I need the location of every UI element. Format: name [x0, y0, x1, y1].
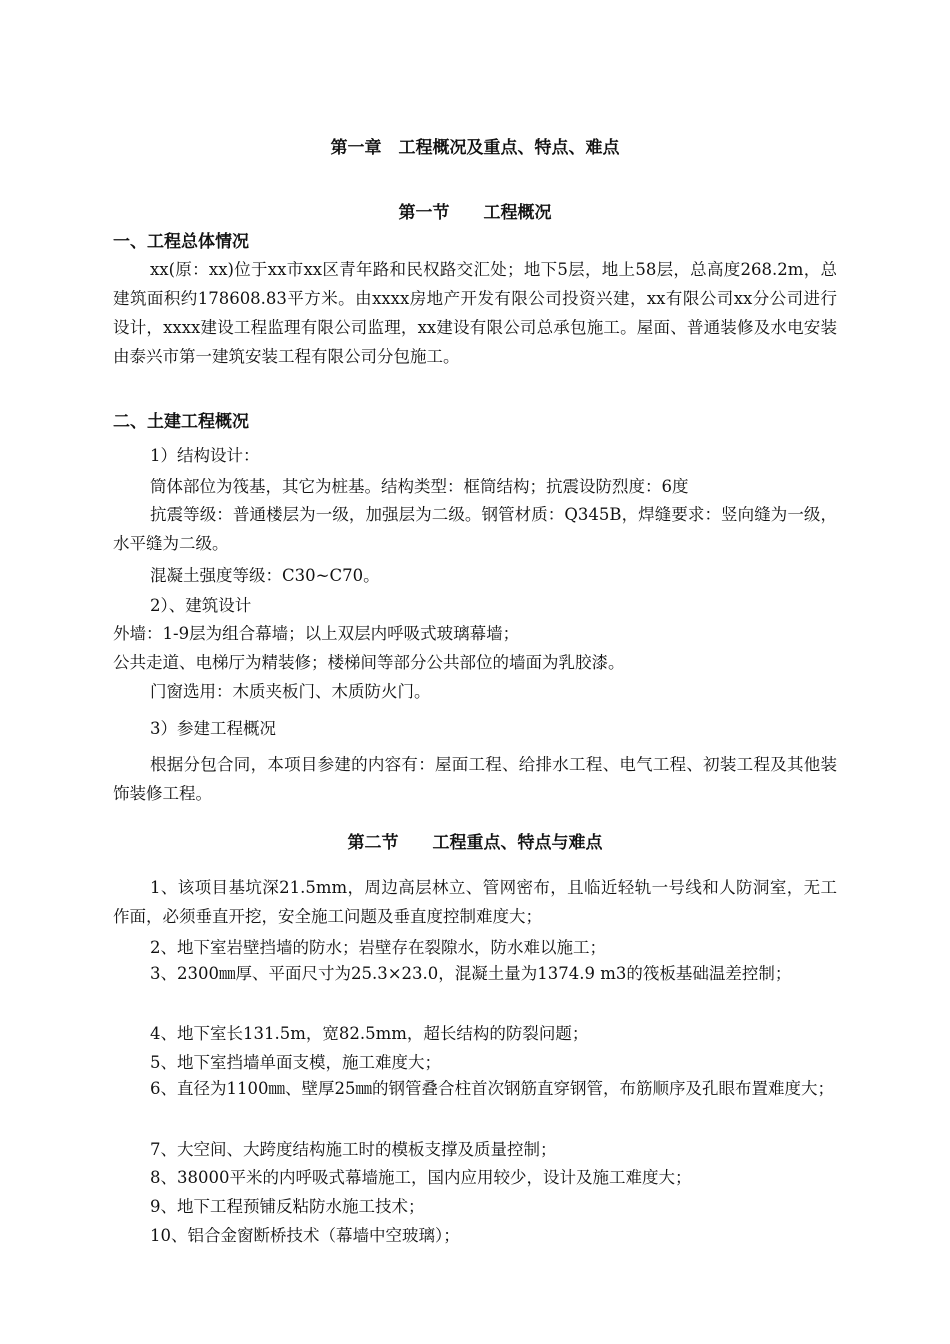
architecture-line-exterior: 外墙：1-9层为组合幕墙；以上双层内呼吸式玻璃幕墙； [113, 624, 520, 643]
chapter-title: 第一章 工程概况及重点、特点、难点 [330, 138, 620, 158]
point-item: 4、地下室长131.5m，宽82.5mm，超长结构的防裂问题； [150, 1024, 589, 1043]
section2-title: 第二节 工程重点、特点与难点 [347, 833, 603, 853]
structure-line-foundation: 筒体部位为筏基，其它为桩基。结构类型：框筒结构；抗震设防烈度：6度 [150, 477, 689, 496]
point-item: 5、地下室挡墙单面支模，施工难度大； [150, 1053, 441, 1072]
architecture-line-public: 公共走道、电梯厅为精装修；楼梯间等部分公共部位的墙面为乳胶漆。 [113, 653, 625, 672]
structure-line-concrete: 混凝土强度等级：C30~C70。 [150, 566, 380, 585]
architecture-label: 2）、建筑设计 [150, 596, 252, 615]
point-item: 7、大空间、大跨度结构施工时的模板支撑及质量控制； [150, 1140, 557, 1159]
section1-title: 第一节 工程概况 [398, 203, 552, 223]
partial-works-paragraph: 根据分包合同，本项目参建的内容有：屋面工程、给排水工程、电气工程、初装工程及其他装饰装修工程。 [113, 755, 837, 803]
heading-civil: 二、土建工程概况 [113, 412, 249, 432]
point-item: 10、铝合金窗断桥技术（幕墙中空玻璃）； [150, 1226, 460, 1245]
point-item: 9、地下工程预铺反粘防水施工技术； [150, 1197, 425, 1216]
point-item: 2、地下室岩壁挡墙的防水；岩壁存在裂隙水，防水难以施工； [150, 938, 606, 957]
point-item: 8、38000平米的内呼吸式幕墙施工，国内应用较少，设计及施工难度大； [150, 1168, 692, 1187]
structure-paragraph-seismic: 抗震等级：普通楼层为一级，加强层为二级。钢管材质：Q345B，焊缝要求：竖向缝为一级，水平缝为二级。 [113, 505, 837, 553]
heading-general: 一、工程总体情况 [113, 232, 249, 252]
point-item: 1、该项目基坑深21.5mm，周边高层林立、管网密布，且临近轻轨一号线和人防洞室，无工作面，必须垂直开挖，安全施工问题及垂直度控制难度大； [113, 878, 837, 926]
point-item: 3、2300㎜厚、平面尺寸为25.3×23.0，混凝土量为1374.9 m3的筏板基础温差控制； [150, 964, 792, 983]
paragraph-overview: xx(原：xx)位于xx市xx区青年路和民权路交汇处；地下5层，地上58层，总高度268.2m，总建筑面积约178608.83平方米。由xxxx房地产开发有限公司投资兴建，xx有限公司xx分公司进行设计，xxxx建设工程监理有限公司监理，xx建设有限公司总承包施工。屋面、普通装修及水电安装由泰兴市第一建筑安装工程有限公司分包施工。 [113, 260, 837, 366]
partial-works-label: 3）参建工程概况 [150, 719, 276, 738]
point-item: 6、直径为1100㎜、壁厚25㎜的钢管叠合柱首次钢筋直穿钢管，布筋顺序及孔眼布置难度大； [150, 1079, 834, 1098]
structure-label: 1）结构设计： [150, 446, 260, 465]
architecture-line-doors: 门窗选用：木质夹板门、木质防火门。 [150, 682, 431, 701]
